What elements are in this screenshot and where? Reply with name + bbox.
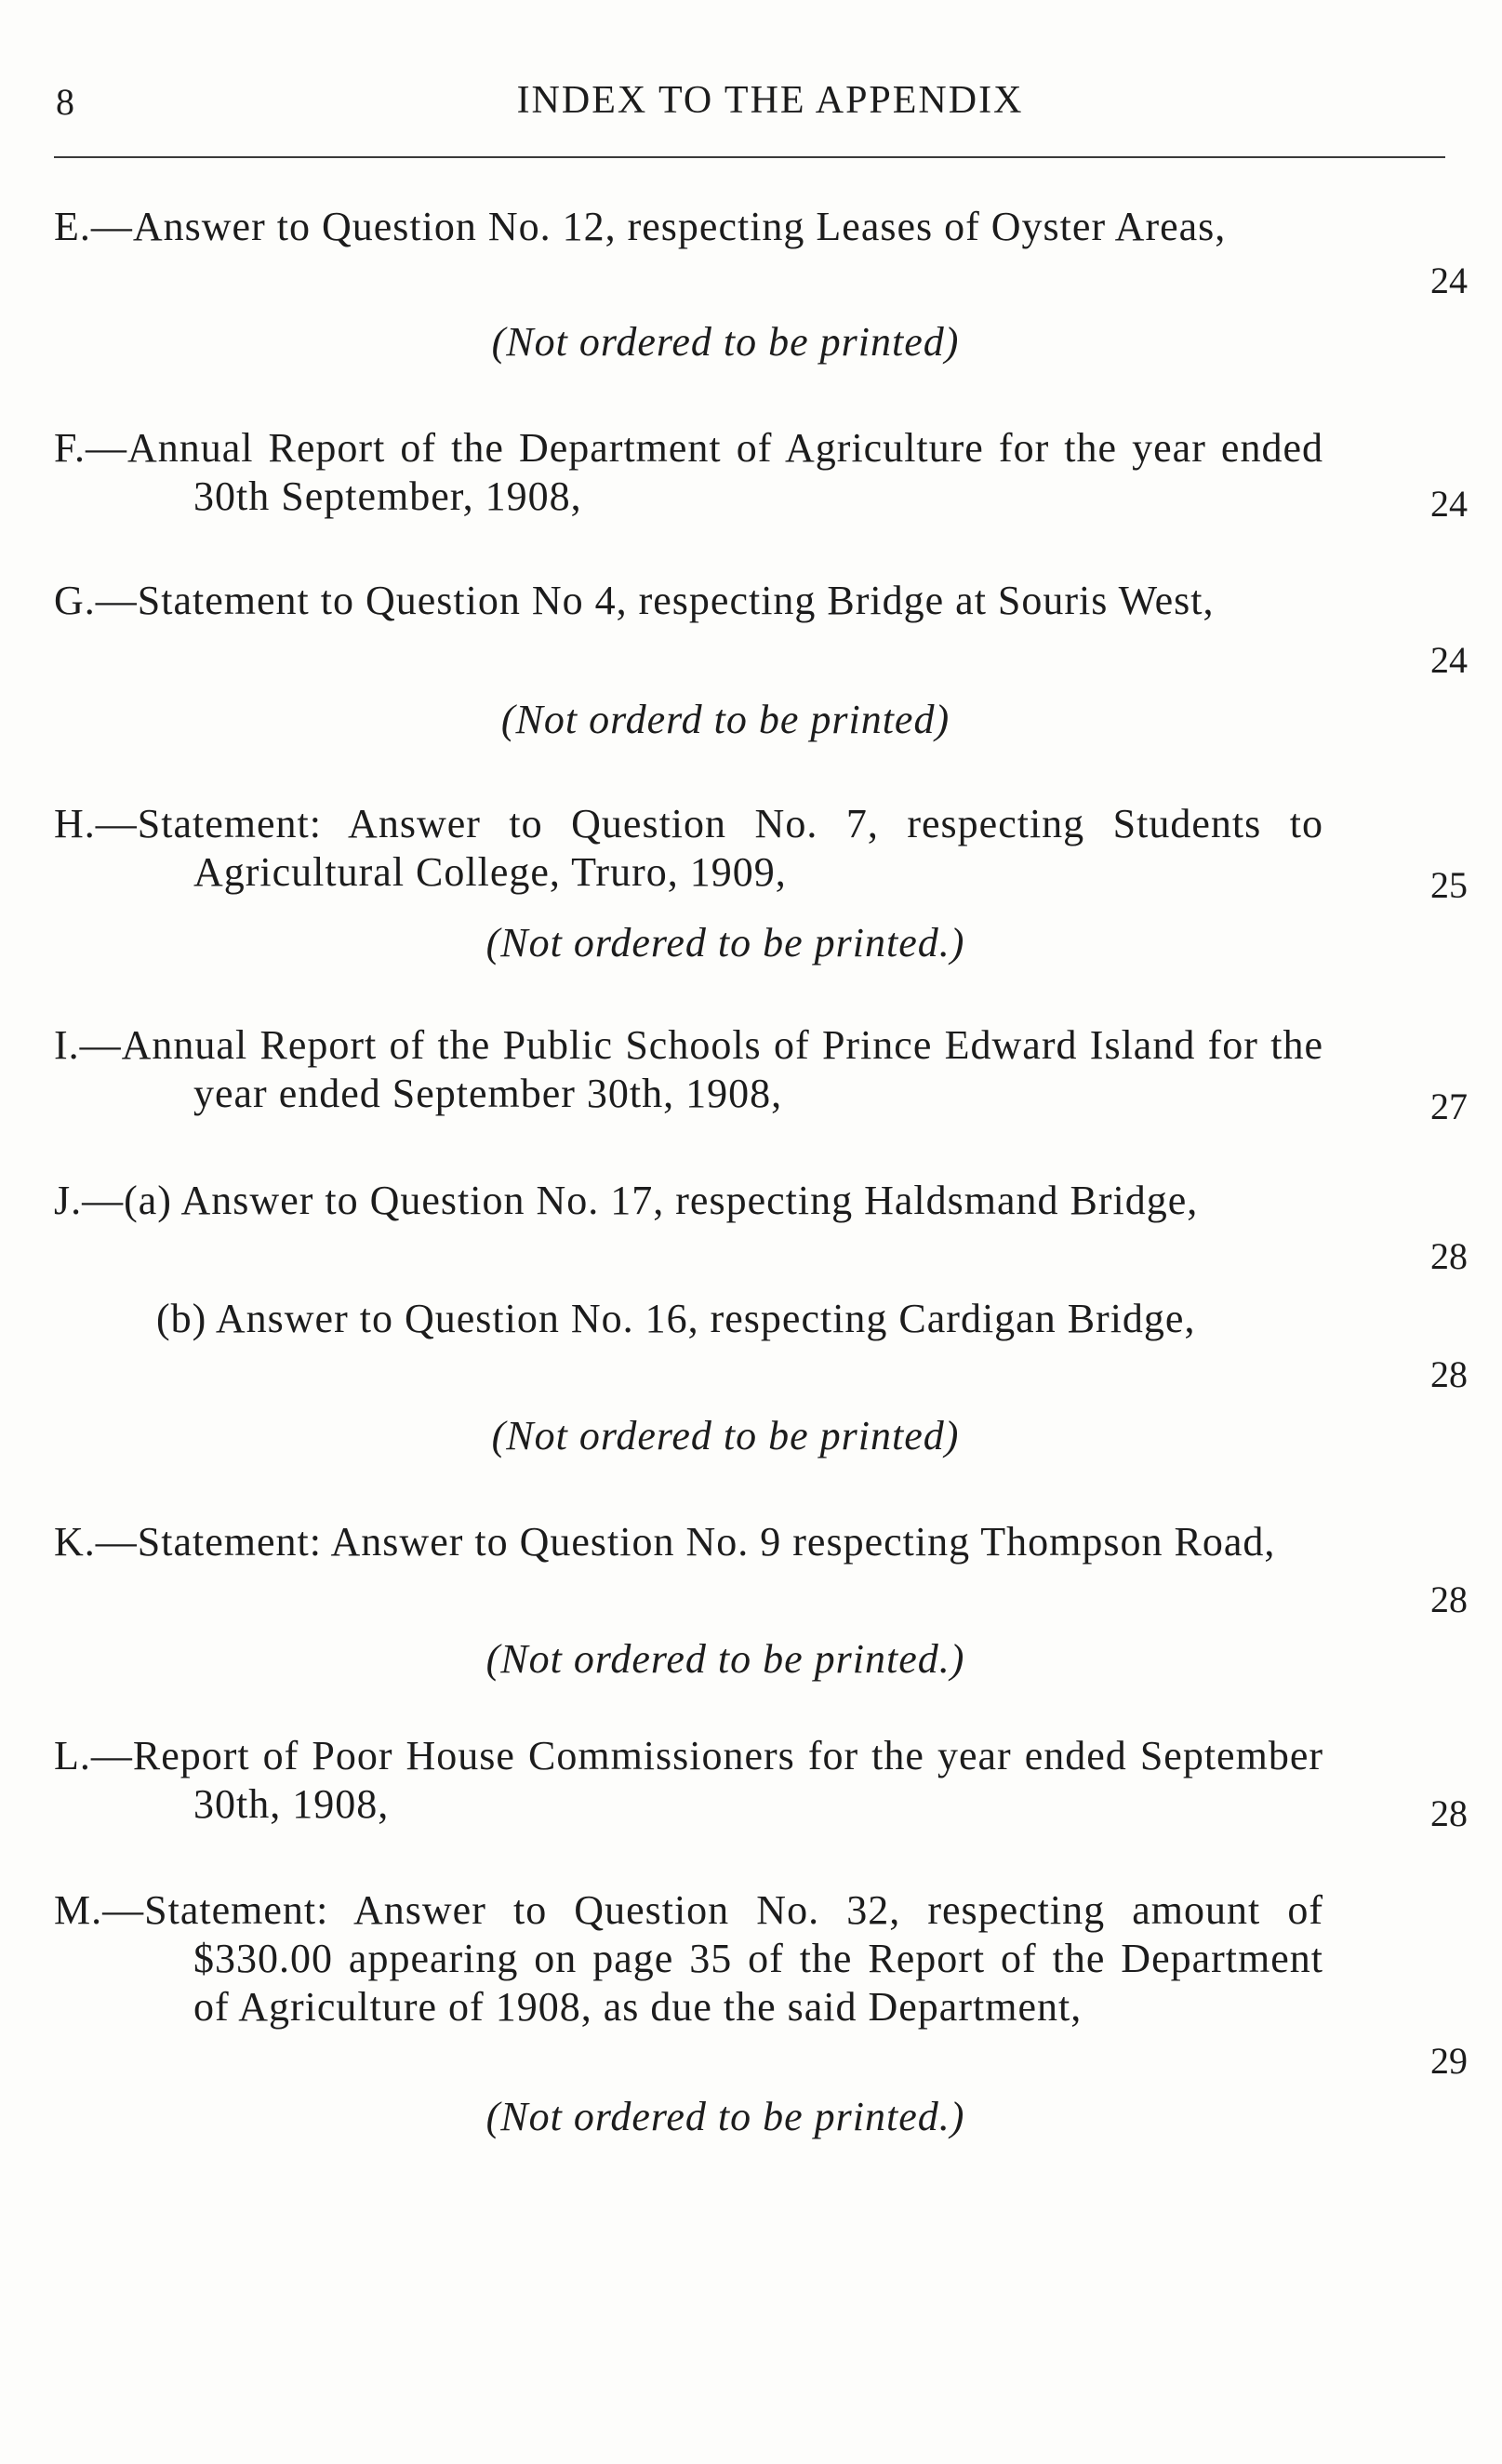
entry-text: F.—Annual Report of the Department of Agriculture for the year ended 30th September, 1908, [54,425,1323,519]
entry-page-number: 28 [1430,1578,1468,1620]
entry-text: L.—Report of Poor House Commissioners for the year ended September 30th, 1908, [54,1733,1323,1827]
not-printed-note: (Not ordered to be printed.) [485,2094,965,2139]
index-entry-m [54,1886,1468,2082]
entry-page-number: 24 [1430,260,1468,301]
not-printed-note: (Not ordered to be printed.) [485,1636,965,1682]
entry-text: H.—Statement: Answer to Question No. 7, respecting Students to Agricultural College, Truro, 1909, [54,801,1323,895]
not-printed-note: (Not ordered to be printed) [491,1413,960,1458]
index-entry-k [54,1518,1468,1620]
entry-text: G.—Statement to Question No 4, respecting Bridge at Souris West, [54,578,1215,623]
index-entry-j-a [54,1177,1468,1277]
running-title: INDEX TO THE APPENDIX [516,79,1024,122]
index-entry-g [54,577,1468,681]
index-entry-h [54,800,1468,906]
index-entry-l [54,1732,1468,1834]
entry-page-number: 24 [1430,483,1468,525]
index-entry-j-b [54,1295,1468,1395]
entry-page-number: 28 [1430,1235,1468,1277]
entry-page-number: 28 [1430,1792,1468,1834]
entry-text: (b) Answer to Question No. 16, respecting Cardigan Bridge, [156,1296,1196,1341]
index-entry-f [54,424,1468,525]
entry-text: E.—Answer to Question No. 12, respecting Leases of Oyster Areas, [54,204,1227,249]
entry-text: M.—Statement: Answer to Question No. 32, respecting amount of $330.00 appearing on page 35 of the Report of the Department of Agriculture of 1908, as due the said Department, [54,1887,1323,2030]
entry-page-number: 27 [1430,1085,1468,1127]
entry-page-number: 25 [1430,864,1468,906]
page-number: 8 [56,81,74,123]
not-printed-note: (Not orderd to be printed) [500,697,950,742]
not-printed-note: (Not ordered to be printed) [491,319,960,365]
entry-page-number: 28 [1430,1353,1468,1395]
entry-page-number: 29 [1430,2040,1468,2082]
entry-page-number: 24 [1430,639,1468,681]
entry-text: I.—Annual Report of the Public Schools of Prince Edward Island for the year ended September 30th, 1908, [54,1022,1323,1116]
not-printed-note: (Not ordered to be printed.) [485,920,965,966]
index-entry-i [54,1021,1468,1127]
entry-text: J.—(a) Answer to Question No. 17, respecting Haldsmand Bridge, [54,1178,1199,1223]
entry-text: K.—Statement: Answer to Question No. 9 respecting Thompson Road, [54,1519,1276,1565]
index-entry-e [54,203,1468,301]
